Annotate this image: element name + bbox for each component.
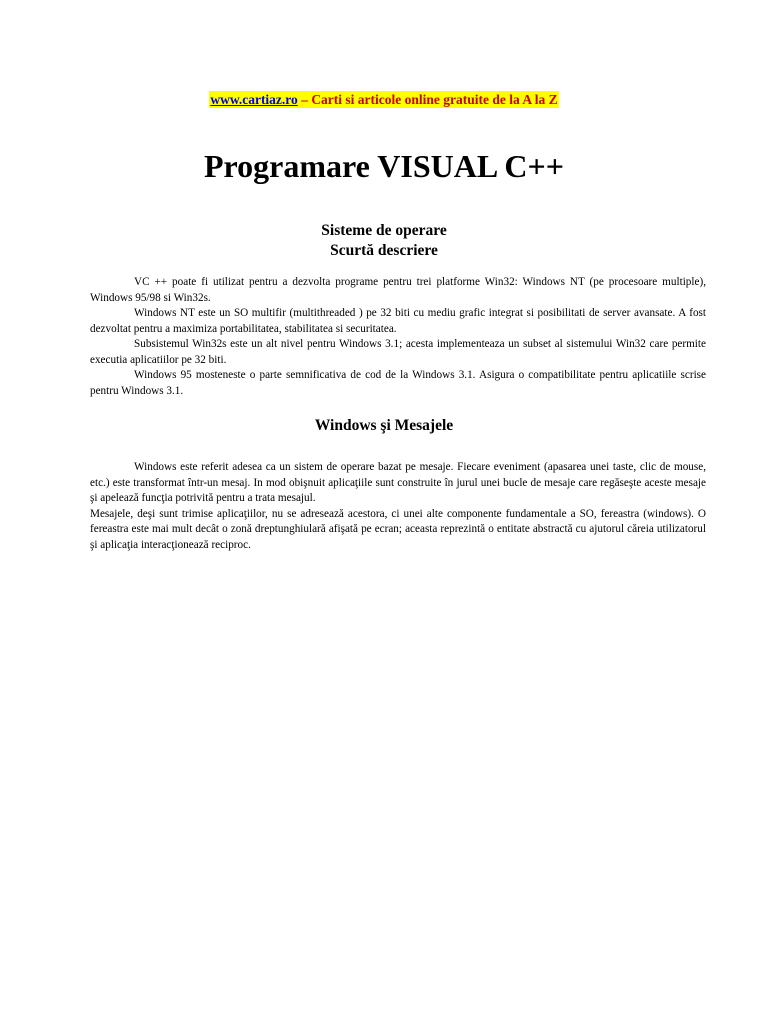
banner-separator: – <box>297 92 312 107</box>
paragraph: VC ++ poate fi utilizat pentru a dezvolta programe pentru trei platforme Win32: Windows NT (pe procesoare multiple), Windows 95/98 si Win32s. <box>90 276 706 304</box>
document-title: Programare VISUAL C++ <box>203 148 564 184</box>
paragraph: Mesajele, deşi sunt trimise aplicaţiilor, nu se adresează acestora, ci unei alte componente fundamentale a SO, fereastra (windows). O fereastra este mai mult decât o zonă dreptunghiulară afişată pe ecran; aceasta reprezintă o entitate abstractă cu ajutorul căreia utilizatorul şi aplicaţia interacţionează reciproc. <box>90 507 706 551</box>
paragraph: Subsistemul Win32s este un alt nivel pentru Windows 3.1; acesta implementeaza un subset al sistemului Win32 care permite executia aplicatiilor pe 32 biti. <box>90 338 706 366</box>
section1-title: Sisteme de operare <box>321 222 447 239</box>
site-banner <box>0 91 768 109</box>
section1-subtitle: Scurtă descriere <box>330 242 438 259</box>
paragraph: Windows este referit adesea ca un sistem de operare bazat pe mesaje. Fiecare eveniment (apasarea unei taste, clic de mouse, etc.) este transformat într-un mesaj. In mod obişnuit aplicaţiile sunt construite în jurul unei bucle de mesaje care regăseşte aceste mesaje şi apelează funcţia potrivită pentru a trata mesajul. <box>90 461 706 504</box>
section2-body <box>90 460 706 553</box>
site-link[interactable]: www.cartiaz.ro <box>210 92 298 107</box>
section2-title: Windows şi Mesajele <box>314 417 454 434</box>
banner-highlight <box>209 91 558 108</box>
banner-tagline: Carti si articole online gratuite de la A la Z <box>311 92 558 107</box>
section1-body <box>90 275 706 399</box>
paragraph: Windows NT este un SO multifir (multithreaded ) pe 32 biti cu mediu grafic integrat si posibilitati de server avansate. A fost dezvoltat pentru a maximiza portabilitatea, stabilitatea si securitatea. <box>90 307 706 335</box>
paragraph: Windows 95 mosteneste o parte semnificativa de cod de la Windows 3.1. Asigura o compatibilitate pentru aplicatiile scrise pentru Windows 3.1. <box>90 369 706 397</box>
